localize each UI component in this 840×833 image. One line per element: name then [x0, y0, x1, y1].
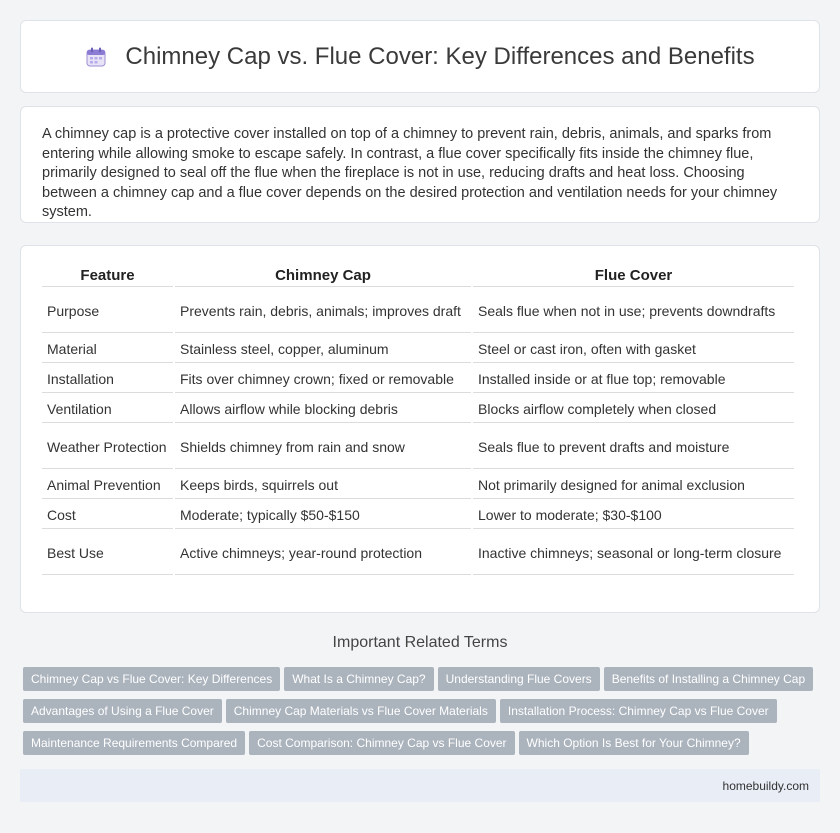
tag-row-2 [23, 699, 823, 723]
column-header-chimney-cap: Chimney Cap [175, 265, 471, 287]
related-terms-title: Important Related Terms [332, 634, 508, 651]
intro-card [20, 106, 820, 223]
related-terms-section [0, 634, 840, 652]
tag-row-3 [23, 731, 823, 755]
table-row [42, 335, 794, 363]
table-row [42, 395, 794, 423]
cell-feature: Cost [42, 501, 173, 529]
table-row [42, 365, 794, 393]
cell-flue-cover: Lower to moderate; $30-$100 [473, 501, 794, 529]
cell-flue-cover: Seals flue when not in use; prevents downdrafts [473, 289, 794, 333]
tag-row-1 [23, 667, 823, 691]
cell-flue-cover: Steel or cast iron, often with gasket [473, 335, 794, 363]
intro-paragraph: A chimney cap is a protective cover installed on top of a chimney to prevent rain, debris, animals, and sparks from entering while allowing smoke to escape safely. In contrast, a flue cover specifically fits inside the chimney flue, primarily designed to seal off the flue when the fireplace is not in use, reducing drafts and heat loss. Choosing between a chimney cap and a flue cover depends on the desired protection and ventilation needs for your chimney system. [42, 126, 778, 220]
calendar-icon [85, 46, 107, 68]
cell-flue-cover: Blocks airflow completely when closed [473, 395, 794, 423]
footer-site-link[interactable]: homebuildy.com [722, 779, 809, 793]
related-tag[interactable]: Chimney Cap Materials vs Flue Cover Materials [226, 699, 496, 723]
cell-feature: Ventilation [42, 395, 173, 423]
title-card [20, 20, 820, 93]
cell-feature: Purpose [42, 289, 173, 333]
table-row [42, 531, 794, 575]
related-tag[interactable]: Benefits of Installing a Chimney Cap [604, 667, 813, 691]
related-tag[interactable]: What Is a Chimney Cap? [284, 667, 433, 691]
cell-feature: Weather Protection [42, 425, 173, 469]
related-tag[interactable]: Cost Comparison: Chimney Cap vs Flue Cover [249, 731, 514, 755]
related-tag[interactable]: Installation Process: Chimney Cap vs Flue Cover [500, 699, 777, 723]
related-tag[interactable]: Which Option Is Best for Your Chimney? [519, 731, 749, 755]
cell-chimney-cap: Fits over chimney crown; fixed or removable [175, 365, 471, 393]
cell-chimney-cap: Keeps birds, squirrels out [175, 471, 471, 499]
page-title: Chimney Cap vs. Flue Cover: Key Differences and Benefits [125, 42, 755, 70]
table-row [42, 501, 794, 529]
related-tag[interactable]: Maintenance Requirements Compared [23, 731, 245, 755]
cell-chimney-cap: Prevents rain, debris, animals; improves draft [175, 289, 471, 333]
comparison-table [40, 263, 796, 577]
cell-flue-cover: Seals flue to prevent drafts and moisture [473, 425, 794, 469]
cell-chimney-cap: Stainless steel, copper, aluminum [175, 335, 471, 363]
footer [20, 769, 820, 802]
related-tag[interactable]: Understanding Flue Covers [438, 667, 600, 691]
column-header-flue-cover: Flue Cover [473, 265, 794, 287]
cell-chimney-cap: Active chimneys; year-round protection [175, 531, 471, 575]
table-row [42, 425, 794, 469]
related-tag[interactable]: Chimney Cap vs Flue Cover: Key Differences [23, 667, 280, 691]
table-row [42, 289, 794, 333]
table-row [42, 471, 794, 499]
cell-chimney-cap: Shields chimney from rain and snow [175, 425, 471, 469]
table-header-row [42, 265, 794, 287]
related-tag[interactable]: Advantages of Using a Flue Cover [23, 699, 222, 723]
cell-chimney-cap: Allows airflow while blocking debris [175, 395, 471, 423]
cell-chimney-cap: Moderate; typically $50-$150 [175, 501, 471, 529]
cell-flue-cover: Inactive chimneys; seasonal or long-term closure [473, 531, 794, 575]
cell-feature: Material [42, 335, 173, 363]
cell-feature: Installation [42, 365, 173, 393]
column-header-feature: Feature [42, 265, 173, 287]
cell-flue-cover: Not primarily designed for animal exclusion [473, 471, 794, 499]
comparison-table-card [20, 245, 820, 613]
cell-feature: Animal Prevention [42, 471, 173, 499]
cell-flue-cover: Installed inside or at flue top; removable [473, 365, 794, 393]
cell-feature: Best Use [42, 531, 173, 575]
